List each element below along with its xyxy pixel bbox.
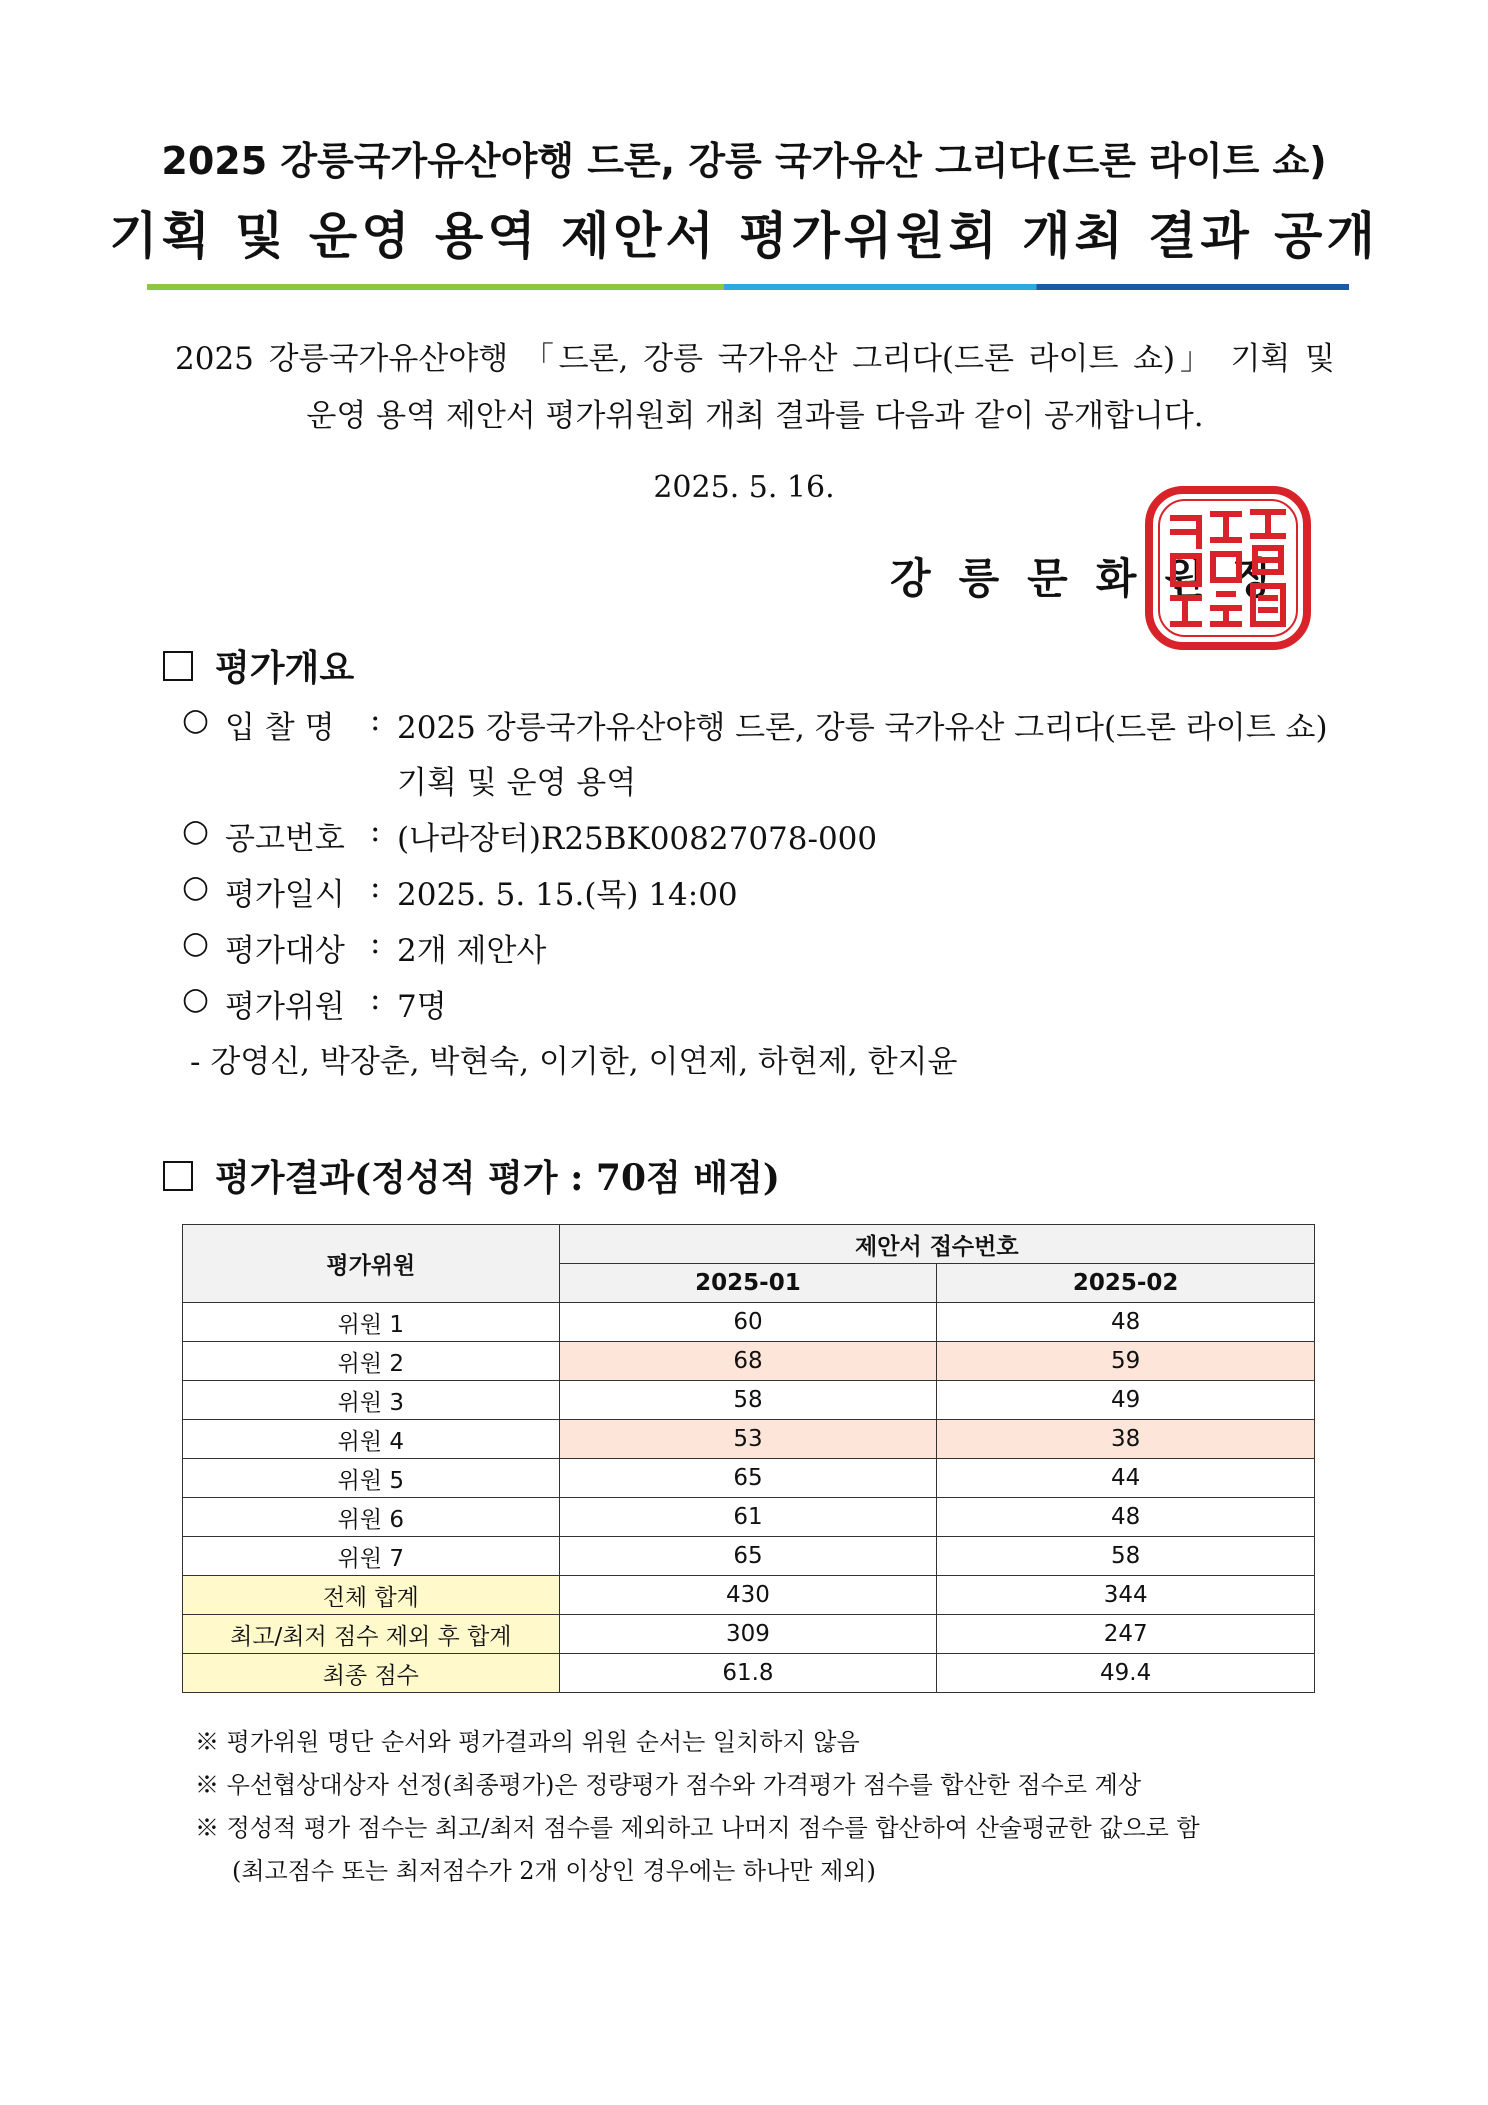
table-row (183, 1498, 1315, 1537)
colon: : (370, 981, 381, 1017)
score-cell: 49.4 (937, 1654, 1315, 1693)
score-cell: 59 (937, 1342, 1315, 1381)
overview-label-eval-date: 평가일시 (225, 877, 345, 913)
row-label: 위원 7 (183, 1537, 560, 1576)
section-heading-text: 평가개요 (215, 647, 355, 689)
header-proposal-number: 제안서 접수번호 (559, 1225, 1314, 1264)
row-label: 위원 4 (183, 1420, 560, 1459)
circle-bullet-icon: ○ (182, 702, 210, 738)
circle-bullet-icon: ○ (182, 869, 210, 905)
title-divider (147, 284, 1349, 290)
square-bullet-icon (163, 1161, 193, 1191)
square-bullet-icon (163, 651, 193, 681)
score-cell: 65 (559, 1459, 937, 1498)
score-cell: 430 (559, 1576, 937, 1615)
overview-label-notice-number: 공고번호 (225, 821, 345, 857)
section-heading-results (163, 1150, 780, 1201)
row-label: 위원 6 (183, 1498, 560, 1537)
score-table (182, 1224, 1315, 1693)
table-row (183, 1459, 1315, 1498)
row-label: 위원 1 (183, 1303, 560, 1342)
overview-label-eval-target: 평가대상 (225, 933, 345, 969)
score-cell: 58 (559, 1381, 937, 1420)
intro-line-2: 운영 용역 제안서 평가위원회 개최 결과를 다음과 같이 공개합니다. (306, 398, 1204, 434)
table-row-adjusted-total (183, 1615, 1315, 1654)
row-label: 위원 2 (183, 1342, 560, 1381)
row-label: 위원 3 (183, 1381, 560, 1420)
score-cell: 247 (937, 1615, 1315, 1654)
row-label: 최고/최저 점수 제외 후 합계 (183, 1615, 560, 1654)
overview-value-bid-name-cont: 기획 및 운영 용역 (397, 765, 637, 801)
table-row (183, 1342, 1315, 1381)
overview-label-bid-name: 입 찰 명 (225, 710, 335, 746)
overview-label-evaluators: 평가위원 (225, 989, 345, 1025)
colon: : (370, 925, 381, 961)
note-2: ※ 우선협상대상자 선정(최종평가)은 정량평가 점수와 가격평가 점수를 합산한 점수로 계상 (195, 1771, 1142, 1799)
row-label: 최종 점수 (183, 1654, 560, 1693)
overview-value-eval-target: 2개 제안사 (397, 933, 547, 969)
issuer-name: 강릉문화원장 (890, 554, 1302, 603)
header-proposal-2: 2025-02 (937, 1264, 1315, 1303)
evaluator-names: - 강영신, 박장춘, 박현숙, 이기한, 이연제, 하현제, 한지윤 (190, 1044, 958, 1080)
overview-value-bid-name: 2025 강릉국가유산야행 드론, 강릉 국가유산 그리다(드론 라이트 쇼) (397, 710, 1328, 746)
circle-bullet-icon: ○ (182, 981, 210, 1017)
score-cell: 38 (937, 1420, 1315, 1459)
score-cell: 344 (937, 1576, 1315, 1615)
score-cell: 61.8 (559, 1654, 937, 1693)
score-cell: 58 (937, 1537, 1315, 1576)
colon: : (370, 702, 381, 738)
table-row (183, 1537, 1315, 1576)
score-cell: 68 (559, 1342, 937, 1381)
score-cell: 49 (937, 1381, 1315, 1420)
score-cell: 44 (937, 1459, 1315, 1498)
table-row-total (183, 1576, 1315, 1615)
circle-bullet-icon: ○ (182, 813, 210, 849)
colon: : (370, 813, 381, 849)
announcement-date: 2025. 5. 16. (653, 470, 835, 505)
overview-value-notice-number: (나라장터)R25BK00827078-000 (397, 821, 878, 857)
row-label: 위원 5 (183, 1459, 560, 1498)
header-proposal-1: 2025-01 (559, 1264, 937, 1303)
score-cell: 53 (559, 1420, 937, 1459)
document-subtitle: 2025 강릉국가유산야행 드론, 강릉 국가유산 그리다(드론 라이트 쇼) (161, 139, 1327, 183)
table-row (183, 1420, 1315, 1459)
table-row-final (183, 1654, 1315, 1693)
score-cell: 309 (559, 1615, 937, 1654)
score-cell: 65 (559, 1537, 937, 1576)
row-label: 전체 합계 (183, 1576, 560, 1615)
official-seal (1143, 484, 1313, 652)
colon: : (370, 869, 381, 905)
header-evaluator: 평가위원 (183, 1225, 560, 1303)
score-cell: 60 (559, 1303, 937, 1342)
section-heading-text: 평가결과(정성적 평가 : 70점 배점) (215, 1157, 780, 1199)
note-3-continued: (최고점수 또는 최저점수가 2개 이상인 경우에는 하나만 제외) (232, 1857, 876, 1885)
score-cell: 48 (937, 1498, 1315, 1537)
overview-value-evaluators: 7명 (397, 989, 447, 1025)
section-heading-overview (163, 640, 354, 691)
score-cell: 61 (559, 1498, 937, 1537)
score-cell: 48 (937, 1303, 1315, 1342)
note-3: ※ 정성적 평가 점수는 최고/최저 점수를 제외하고 나머지 점수를 합산하여 산술평균한 값으로 함 (195, 1814, 1200, 1842)
document-title: 기획 및 운영 용역 제안서 평가위원회 개최 결과 공개 (109, 207, 1379, 265)
table-row (183, 1381, 1315, 1420)
table-row (183, 1303, 1315, 1342)
intro-line-1: 2025 강릉국가유산야행 「드론, 강릉 국가유산 그리다(드론 라이트 쇼)」 기획 및 (175, 341, 1335, 377)
overview-value-eval-date: 2025. 5. 15.(목) 14:00 (397, 877, 738, 913)
circle-bullet-icon: ○ (182, 925, 210, 961)
note-1: ※ 평가위원 명단 순서와 평가결과의 위원 순서는 일치하지 않음 (195, 1728, 860, 1756)
